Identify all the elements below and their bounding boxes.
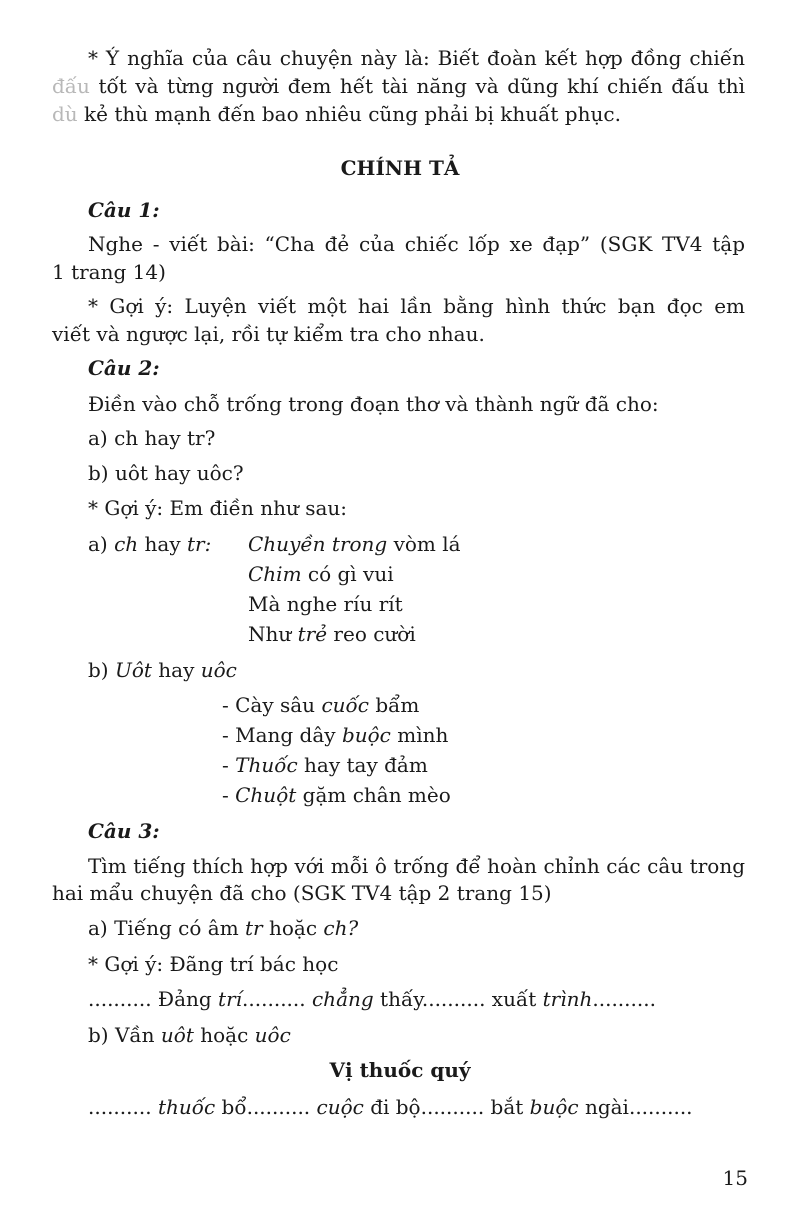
story-title: Vị thuốc quý (329, 1058, 471, 1082)
fill-line-1 (88, 986, 656, 1012)
cau-2-option-b: b) uôt hay uôc? (88, 461, 244, 485)
option-text: a) Tiếng có âm (88, 916, 246, 940)
cau-2-answer-b-label (88, 657, 237, 683)
cau-2-title: Câu 2: (88, 356, 160, 380)
section-title: CHÍNH TẢ (340, 156, 460, 180)
poem-text: reo cười (327, 622, 416, 646)
intro-line-2 (52, 73, 745, 99)
cau-1-hint-2: viết và ngược lại, rồi tự kiểm tra cho nhau. (52, 322, 485, 346)
option-italic: uôc (254, 1023, 291, 1047)
poem-italic: Chim (248, 562, 302, 586)
option-text: b) Vần (88, 1023, 161, 1047)
cau-3-line-1: Tìm tiếng thích hợp với mỗi ô trống để hoàn chỉnh các câu trong (88, 854, 745, 878)
poem-text: có gì vui (301, 562, 394, 586)
idiom-text: bẩm (368, 693, 420, 717)
cau-2-answer-a-label (88, 531, 211, 557)
idiom-italic: Thuốc (235, 753, 298, 777)
idiom-item (222, 782, 451, 808)
poem-italic: trẻ (297, 622, 328, 646)
poem-line (248, 621, 416, 647)
fill-text: .......... (592, 987, 656, 1011)
cau-1-line-2: 1 trang 14) (52, 260, 166, 284)
cau-3-line-2: hai mẩu chuyện đã cho (SGK TV4 tập 2 trang 15) (52, 881, 552, 905)
option-text: hoặc (262, 916, 324, 940)
intro-line-3 (52, 101, 621, 127)
cau-3-option-b (88, 1022, 291, 1048)
idiom-text: gặm chân mèo (296, 783, 451, 807)
idiom-text: hay tay đảm (297, 753, 428, 777)
label-text: b) (88, 658, 115, 682)
fill-word: buộc (529, 1095, 579, 1119)
fill-text: thấy.......... xuất (373, 987, 543, 1011)
fill-word: cuộc (316, 1095, 364, 1119)
fill-text: .......... Đảng (88, 987, 219, 1011)
fill-line-2 (88, 1094, 693, 1120)
fill-text: .......... (242, 987, 312, 1011)
option-italic: ch? (323, 916, 359, 940)
faded-word: đấu (52, 74, 90, 98)
cau-3-title: Câu 3: (88, 819, 160, 843)
fill-text: đi bộ.......... bắt (363, 1095, 530, 1119)
idiom-italic: cuốc (321, 693, 369, 717)
fill-text: ngài.......... (578, 1095, 693, 1119)
intro-text: tốt và từng người đem hết tài năng và dũng khí chiến đấu thì (89, 74, 745, 98)
poem-line (248, 531, 461, 557)
idiom-text: - Mang dây (222, 723, 342, 747)
option-italic: uôt (160, 1023, 194, 1047)
poem-line (248, 561, 394, 587)
label-text: hay (151, 658, 201, 682)
label-text: hay (138, 532, 188, 556)
intro-line-1 (88, 45, 745, 71)
fill-word: chẳng (311, 987, 374, 1011)
cau-2-hint: * Gợi ý: Em điền như sau: (88, 496, 347, 520)
idiom-italic: Chuột (235, 783, 297, 807)
idiom-text: - Cày sâu (222, 693, 322, 717)
idiom-item (222, 692, 419, 718)
intro-text: kẻ thù mạnh đến bao nhiêu cũng phải bị khuất phục. (77, 102, 621, 126)
idiom-text: mình (390, 723, 449, 747)
poem-text: vòm lá (387, 532, 461, 556)
label-italic: ch (114, 532, 139, 556)
cau-3-hint: * Gợi ý: Đãng trí bác học (88, 952, 339, 976)
poem-line (248, 591, 403, 617)
page-number: 15 (722, 1166, 748, 1190)
cau-2-prompt: Điền vào chỗ trống trong đoạn thơ và thành ngữ đã cho: (88, 392, 659, 416)
cau-1-title: Câu 1: (88, 198, 160, 222)
label-text: a) (88, 532, 115, 556)
label-italic: uôc (200, 658, 237, 682)
label-italic: tr: (187, 532, 212, 556)
cau-3-option-a (88, 915, 358, 941)
option-text: hoặc (193, 1023, 255, 1047)
faded-word: dù (52, 102, 78, 126)
idiom-item (222, 752, 428, 778)
cau-2-option-a: a) ch hay tr? (88, 426, 216, 450)
fill-text: bổ.......... (215, 1095, 317, 1119)
intro-text: * Ý nghĩa của câu chuyện này là: Biết đoàn kết hợp đồng chiến (88, 46, 745, 70)
poem-italic: Chuyền trong (248, 532, 388, 556)
poem-text: Như (248, 622, 298, 646)
fill-word: trình (542, 987, 593, 1011)
fill-word: trí (218, 987, 243, 1011)
label-italic: Uôt (114, 658, 152, 682)
fill-word: thuốc (157, 1095, 216, 1119)
idiom-text: - (222, 783, 236, 807)
fill-text: .......... (88, 1095, 158, 1119)
idiom-item (222, 722, 448, 748)
cau-1-line-1: Nghe - viết bài: “Cha đẻ của chiếc lốp xe đạp” (SGK TV4 tập (88, 232, 745, 256)
idiom-text: - (222, 753, 236, 777)
idiom-italic: buộc (341, 723, 391, 747)
cau-1-hint-1: * Gợi ý: Luyện viết một hai lần bằng hình thức bạn đọc em (88, 294, 745, 318)
poem-text: Mà nghe ríu rít (248, 592, 403, 616)
option-italic: tr (245, 916, 263, 940)
